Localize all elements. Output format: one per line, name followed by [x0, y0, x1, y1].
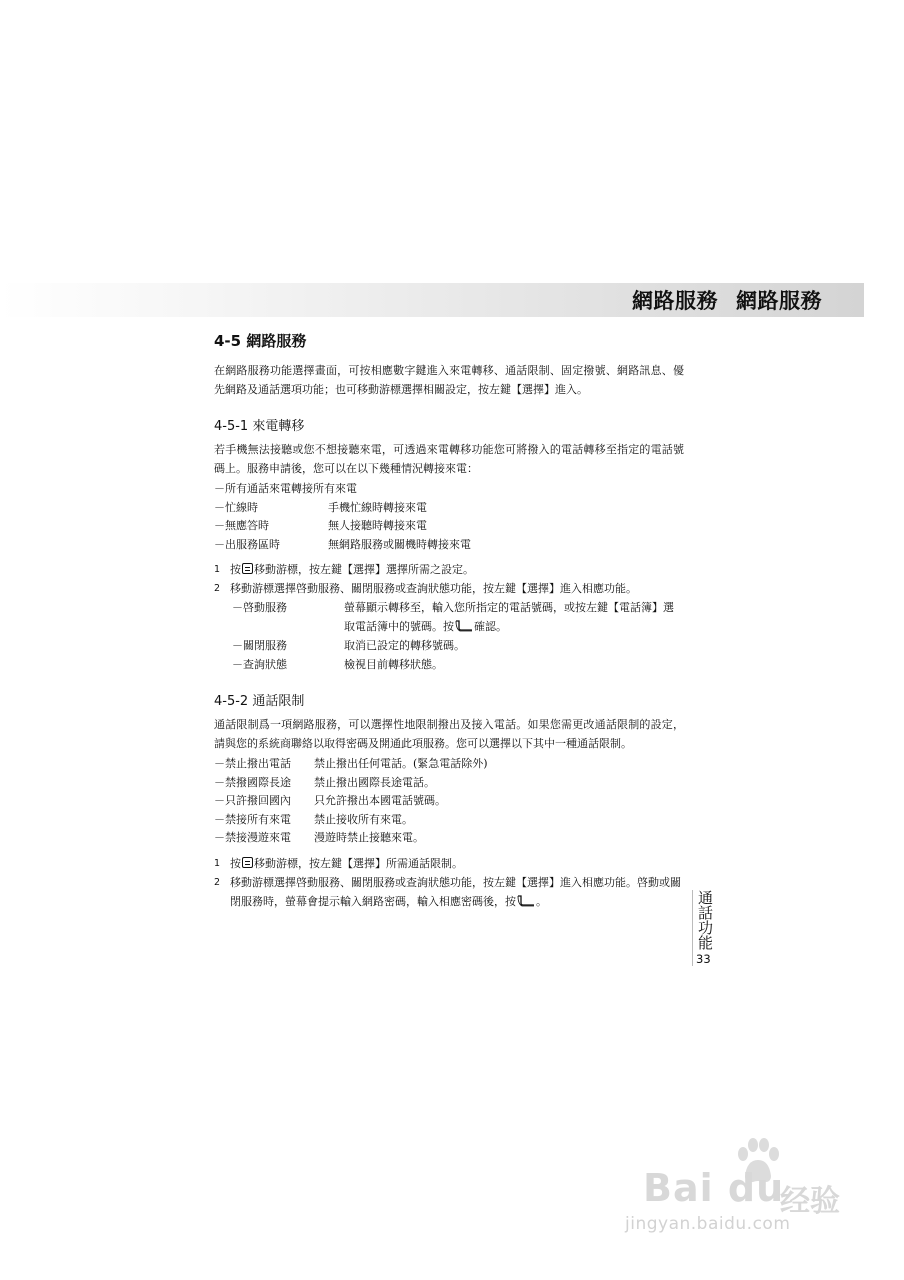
barring-label: －禁接所有來電 — [214, 812, 291, 826]
barring-desc: 禁止接收所有來電。 — [314, 812, 413, 826]
option-label: －啓動服務 — [232, 601, 287, 614]
step-item — [214, 873, 684, 911]
page-content — [214, 330, 684, 911]
phone-call-icon — [455, 620, 473, 632]
section-heading: 4-5 網路服務 — [214, 332, 307, 350]
list-item — [230, 655, 684, 674]
barring-label: －禁撥國際長途 — [214, 775, 291, 789]
barring-label: －禁接漫遊來電 — [214, 831, 291, 844]
watermark-url: jingyan.baidu.com — [625, 1214, 791, 1234]
condition-desc: 無網路服務或關機時轉接來電 — [328, 537, 471, 551]
step-number: 2 — [214, 876, 221, 888]
condition-label: －所有通話來電轉接所有來電 — [214, 482, 357, 495]
condition-label: －忙線時 — [214, 500, 258, 514]
barring-options — [214, 755, 684, 848]
barring-desc: 只允許撥出本國電話號碼。 — [314, 794, 446, 807]
list-item — [214, 499, 684, 518]
phone-call-icon — [517, 895, 535, 907]
watermark-logo: Bai du — [643, 1166, 785, 1210]
option-label: －查詢狀態 — [232, 658, 287, 671]
step-text: 。 — [536, 894, 547, 908]
step-text: 移動游標選擇啓動服務、關閉服務或查詢狀態功能，按左鍵【選擇】進入相應功能。啓動或關閉服務時，螢幕會提示輸入網路密碼，輸入相應密碼後，按 — [230, 875, 681, 908]
option-desc: 檢視目前轉移狀態。 — [344, 658, 443, 671]
barring-steps — [214, 854, 684, 911]
step-text: 按 — [230, 563, 241, 576]
header-title-part: 網路服務 — [736, 289, 822, 313]
step-number: 1 — [214, 857, 221, 869]
step-number: 1 — [214, 564, 221, 575]
watermark-cn: 经验 — [780, 1184, 840, 1219]
option-label: －關閉服務 — [232, 639, 287, 652]
list-item — [230, 636, 684, 655]
chapter-label: 通話功能 — [696, 890, 714, 950]
list-item — [214, 774, 684, 793]
list-item — [214, 811, 684, 830]
section-intro: 在網路服務功能選擇畫面，可按相應數字鍵進入來電轉移、通話限制、固定撥號、網路訊息、優先網路及通話選項功能；也可移動游標選擇相關設定，按左鍵【選擇】進入。 — [214, 364, 684, 396]
list-item — [214, 792, 684, 811]
option-desc-text: 螢幕顯示轉移至，輸入您所指定的電話號碼，或按左鍵【電話簿】選取電話簿中的號碼。按 — [344, 601, 674, 633]
page-number: 33 — [696, 952, 711, 966]
barring-heading: 4-5-2 通話限制 — [214, 694, 305, 709]
condition-desc: 無人接聽時轉接來電 — [328, 519, 427, 532]
watermark — [615, 1138, 855, 1248]
step-item — [214, 560, 684, 579]
step-text: 移動游標，按左鍵【選擇】選擇所需之設定。 — [254, 563, 474, 576]
step-item — [214, 854, 684, 873]
forwarding-sub-options — [230, 598, 684, 674]
step-item — [214, 579, 684, 674]
list-item — [230, 598, 684, 636]
condition-desc: 手機忙線時轉接來電 — [328, 500, 427, 514]
barring-label: －只許撥回國內 — [214, 794, 291, 807]
nav-key-icon — [242, 563, 253, 574]
step-text: 移動游標，按左鍵【選擇】所需通話限制。 — [254, 856, 463, 870]
option-desc: 取消已設定的轉移號碼。 — [344, 639, 465, 652]
step-text: 按 — [230, 856, 241, 870]
forwarding-conditions — [214, 480, 684, 554]
condition-label: －無應答時 — [214, 519, 269, 532]
list-item — [214, 755, 684, 774]
list-item — [214, 829, 684, 848]
step-text: 移動游標選擇啓動服務、關閉服務或查詢狀態功能，按左鍵【選擇】進入相應功能。 — [230, 582, 637, 595]
option-desc-text: 確認。 — [474, 620, 507, 633]
barring-desc: 漫遊時禁止接聽來電。 — [314, 831, 424, 844]
barring-intro: 通話限制爲一項網路服務，可以選擇性地限制撥出及接入電話。如果您需更改通話限制的設定，請與您的系統商聯絡以取得密碼及開通此項服務。您可以選擇以下其中一種通話限制。 — [214, 718, 684, 750]
barring-label: －禁止撥出電話 — [214, 757, 291, 770]
list-item — [214, 517, 684, 536]
header-title — [632, 285, 822, 315]
forwarding-heading: 4-5-1 來電轉移 — [214, 419, 305, 434]
barring-desc: 禁止撥出任何電話。(緊急電話除外) — [314, 757, 488, 770]
list-item — [214, 536, 684, 555]
header-title-part: 網路服務 — [632, 289, 718, 313]
barring-desc: 禁止撥出國際長途電話。 — [314, 775, 435, 789]
chapter-sidebar — [692, 890, 718, 966]
forwarding-steps — [214, 560, 684, 674]
option-desc — [344, 598, 684, 636]
forwarding-intro: 若手機無法接聽或您不想接聽來電，可透過來電轉移功能您可將撥入的電話轉移至指定的電話號碼上。服務申請後，您可以在以下幾種情況轉接來電： — [214, 443, 684, 475]
list-item — [214, 480, 684, 499]
condition-label: －出服務區時 — [214, 537, 280, 551]
step-number: 2 — [214, 583, 221, 594]
header-band — [0, 283, 864, 317]
nav-key-icon — [242, 857, 253, 868]
